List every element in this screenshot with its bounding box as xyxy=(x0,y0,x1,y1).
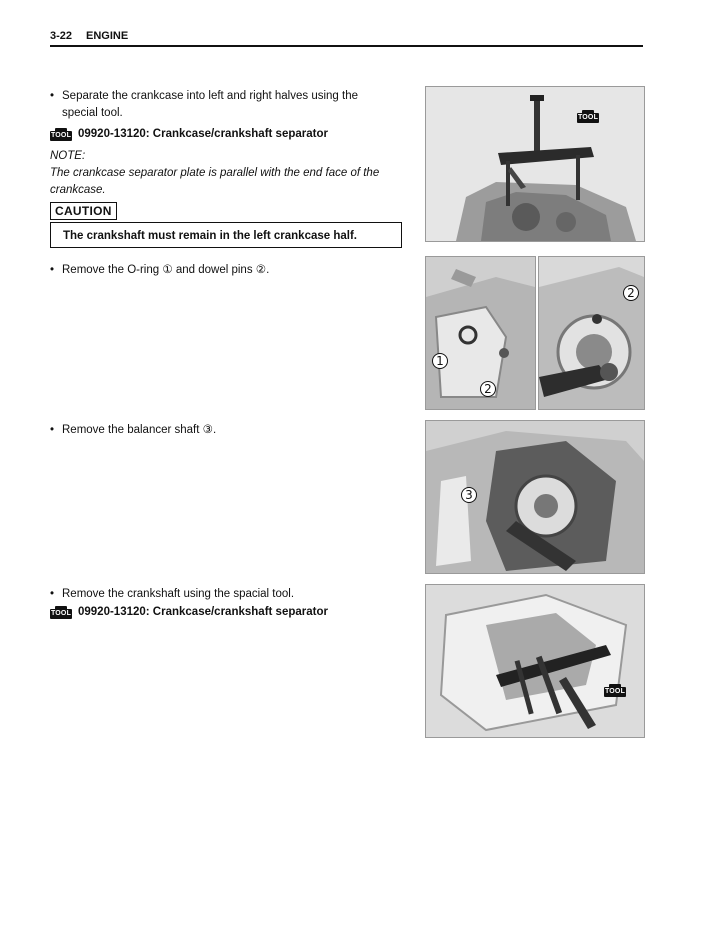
callout-2: 2 xyxy=(480,381,496,397)
step-3 xyxy=(50,422,406,439)
callout-2: 2 xyxy=(623,285,639,301)
photo-balancer-shaft xyxy=(425,420,645,574)
tool-reference-text: 09920-13120: Crankcase/crankshaft separator xyxy=(78,606,328,618)
photo-crankshaft-removal xyxy=(425,584,645,738)
bullet-icon: • xyxy=(50,90,55,102)
photo-dowel-pins xyxy=(538,256,645,410)
tool-icon: TOOL xyxy=(50,606,72,619)
photo-crankcase-separator xyxy=(425,86,645,242)
caution-box xyxy=(50,222,402,248)
step-1 xyxy=(50,88,406,122)
callout-1: 1 xyxy=(432,353,448,369)
step-4-text: Remove the crankshaft using the spacial tool. xyxy=(62,588,295,600)
section-title: ENGINE xyxy=(86,30,129,42)
tool-reference-text: 09920-13120: Crankcase/crankshaft separator xyxy=(78,128,328,140)
bullet-icon: • xyxy=(50,588,55,600)
page-number: 3-22 xyxy=(50,30,73,42)
step-4 xyxy=(50,586,406,603)
caution-text: The crankshaft must remain in the left crankcase half. xyxy=(63,230,357,242)
caution-label: CAUTION xyxy=(50,202,117,220)
step-2-text: Remove the O-ring ① and dowel pins ②. xyxy=(62,264,270,276)
tool-icon: TOOL xyxy=(604,684,626,697)
tool-reference-1 xyxy=(50,126,328,143)
callout-3: 3 xyxy=(461,487,477,503)
tool-reference-2 xyxy=(50,604,328,621)
note-heading: NOTE: xyxy=(50,150,86,162)
tool-icon: TOOL xyxy=(577,110,599,123)
note-body: The crankcase separator plate is parallel with the end face of the crankcase. xyxy=(50,167,380,196)
tool-icon: TOOL xyxy=(50,128,72,141)
bullet-icon: • xyxy=(50,264,55,276)
header-rule xyxy=(50,45,643,47)
step-1-line1: Separate the crankcase into left and right halves using the xyxy=(62,90,358,102)
bullet-icon: • xyxy=(50,424,55,436)
step-3-text: Remove the balancer shaft ③. xyxy=(62,424,217,436)
step-2 xyxy=(50,262,406,279)
step-1-line2: special tool. xyxy=(62,107,123,119)
